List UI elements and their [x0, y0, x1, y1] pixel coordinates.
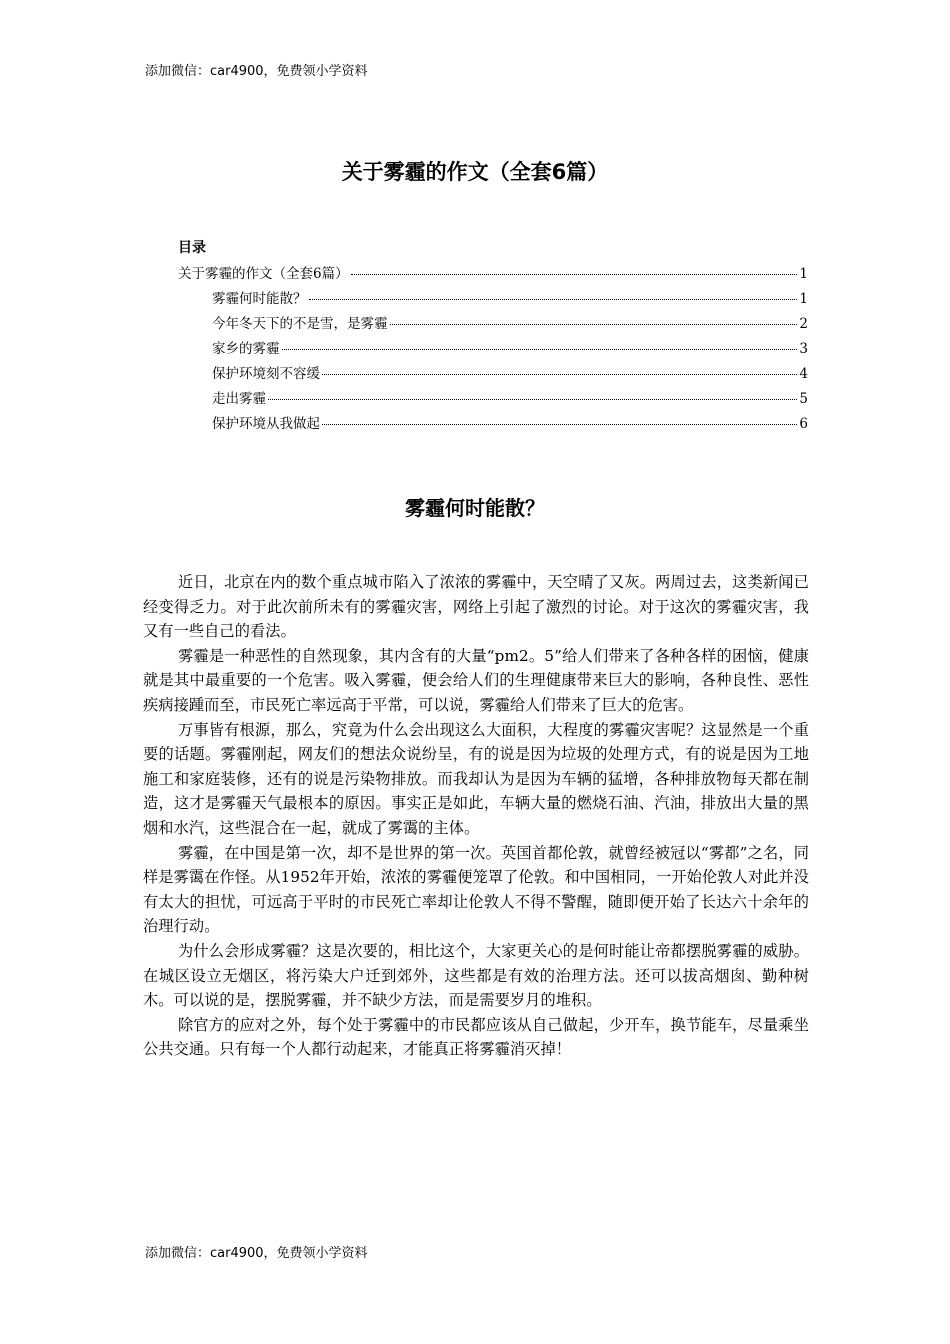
toc-entry-label: 雾霾何时能散？	[212, 291, 307, 307]
toc-entry-essay-6[interactable]	[178, 412, 808, 437]
footer-note: 添加微信：car4900，免费领小学资料	[145, 1246, 368, 1261]
toc-leader-dots	[390, 324, 798, 325]
essay-paragraph: 除官方的应对之外，每个处于雾霾中的市民都应该从自己做起，少开车，换节能车，尽量乘坐公共交通。只有每一个人都行动起来，才能真正将雾霾消灭掉！	[143, 1015, 809, 1059]
toc-entry-label: 关于雾霾的作文（全套6篇）	[178, 266, 349, 282]
table-of-contents	[178, 238, 808, 437]
toc-page-number: 5	[799, 391, 808, 407]
toc-entry-collection[interactable]	[178, 262, 808, 287]
toc-entry-label: 保护环境从我做起	[212, 416, 320, 432]
toc-entry-label: 家乡的雾霾	[212, 341, 280, 357]
essay-paragraph: 万事皆有根源，那么，究竟为什么会出现这么大面积，大程度的雾霾灾害呢？这显然是一个重要的话题。雾霾刚起，网友们的想法众说纷呈，有的说是因为垃圾的处理方式，有的说是因为工地施工和家庭装修，还有的说是污染物排放。而我却认为是因为车辆的猛增，各种排放物每天都在制造，这才是雾霾天气最根本的原因。事实正是如此，车辆大量的燃烧石油、汽油，排放出大量的黑烟和水汽，这些混合在一起，就成了雾霭的主体。	[143, 720, 809, 837]
essay-paragraph: 雾霾是一种恶性的自然现象，其内含有的大量“pm2。5”给人们带来了各种各样的困恼，健康就是其中最重要的一个危害。吸入雾霾，便会给人们的生理健康带来巨大的影响，各种良性、恶性疾病接踵而至，市民死亡率远高于平常，可以说，雾霾给人们带来了巨大的危害。	[143, 646, 809, 714]
toc-page-number: 4	[799, 366, 808, 382]
toc-leader-dots	[322, 424, 797, 425]
toc-page-number: 1	[799, 266, 808, 282]
toc-leader-dots	[309, 299, 798, 300]
toc-entry-essay-1[interactable]	[178, 287, 808, 312]
toc-entry-label: 走出雾霾	[212, 391, 266, 407]
essay-paragraph: 雾霾，在中国是第一次，却不是世界的第一次。英国首都伦敦，就曾经被冠以“雾都”之名，同样是雾霭在作怪。从1952年开始，浓浓的雾霾便笼罩了伦敦。和中国相同，一开始伦敦人对此并没有太大的担忧，可远高于平时的市民死亡率却让伦敦人不得不警醒，随即便开始了长达六十余年的治理行动。	[143, 843, 809, 936]
toc-entry-label: 保护环境刻不容缓	[212, 366, 320, 382]
toc-leader-dots	[322, 374, 797, 375]
toc-entry-label: 今年冬天下的不是雪，是雾霾	[212, 316, 388, 332]
essay-paragraph: 近日，北京在内的数个重点城市陷入了浓浓的雾霾中，天空晴了又灰。两周过去，这类新闻已经变得乏力。对于此次前所未有的雾霾灾害，网络上引起了激烈的讨论。对于这次的雾霾灾害，我又有一些自己的看法。	[143, 573, 809, 641]
toc-page-number: 3	[799, 341, 808, 357]
toc-page-number: 2	[799, 316, 808, 332]
section-title: 雾霾何时能散？	[405, 496, 545, 520]
toc-entry-essay-4[interactable]	[178, 362, 808, 387]
toc-entry-essay-3[interactable]	[178, 337, 808, 362]
document-title: 关于雾霾的作文（全套6篇）	[341, 160, 609, 184]
toc-leader-dots	[351, 274, 798, 275]
toc-entry-essay-5[interactable]	[178, 387, 808, 412]
toc-heading: 目录	[178, 240, 206, 256]
toc-leader-dots	[268, 399, 797, 400]
essay-body	[143, 570, 809, 1062]
essay-paragraph: 为什么会形成雾霾？这是次要的，相比这个，大家更关心的是何时能让帝都摆脱雾霾的威胁。在城区设立无烟区，将污染大户迁到郊外，这些都是有效的治理方法。还可以拔高烟囱、勤种树木。可以说的是，摆脱雾霾，并不缺少方法，而是需要岁月的堆积。	[143, 941, 809, 1010]
toc-leader-dots	[282, 349, 798, 350]
toc-page-number: 1	[799, 291, 808, 307]
toc-page-number: 6	[799, 416, 808, 432]
header-note: 添加微信：car4900，免费领小学资料	[145, 64, 368, 79]
toc-entry-essay-2[interactable]	[178, 312, 808, 337]
